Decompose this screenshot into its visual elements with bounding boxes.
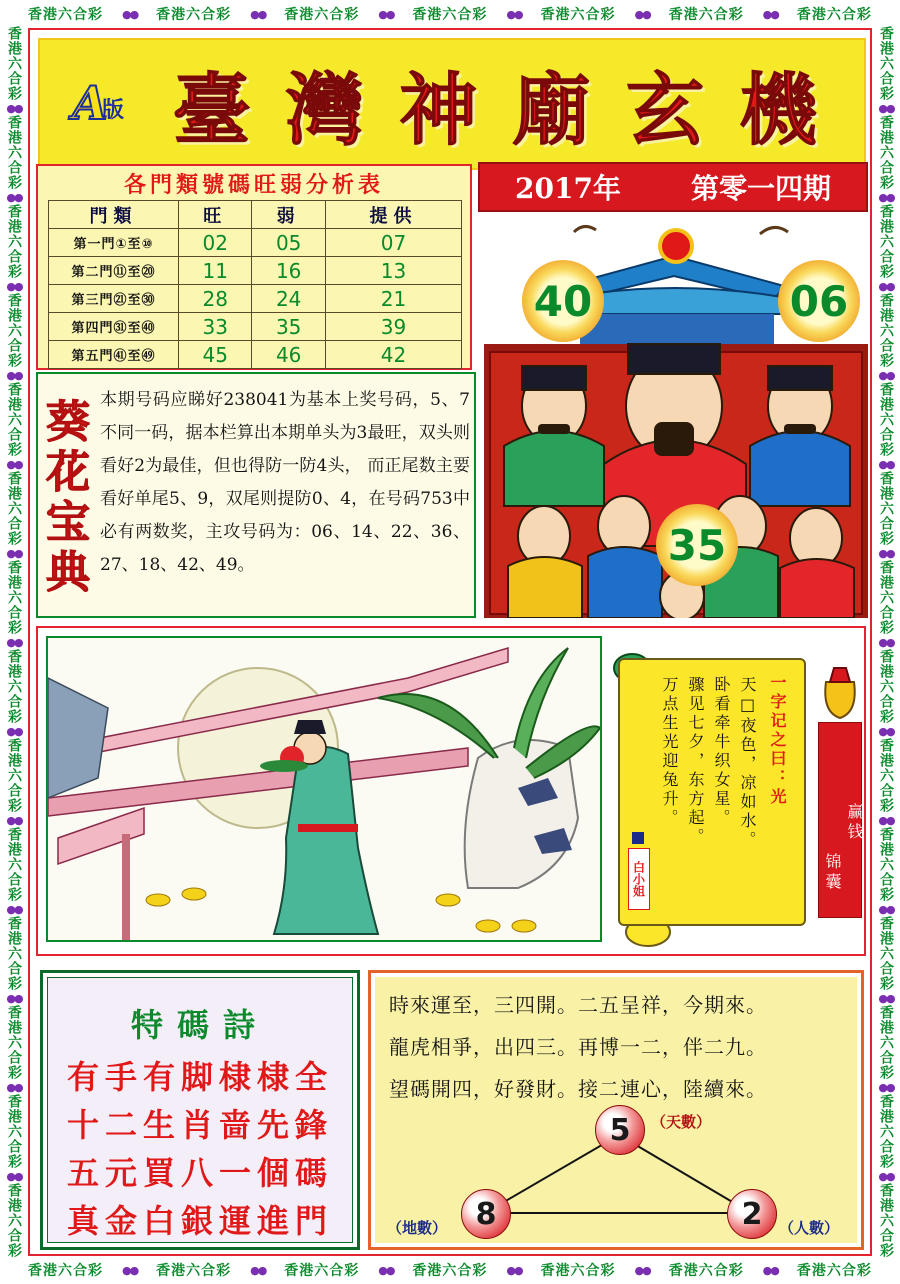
title-char: 神 (399, 65, 478, 156)
di-number: 8 (461, 1189, 511, 1239)
border-separator-icon: ●● (634, 1263, 650, 1277)
border-separator-icon: ●● (6, 279, 22, 293)
left-border-strip (1, 26, 27, 1258)
column-header: 門類 (49, 201, 179, 229)
lucky-number-ball: 06 (778, 260, 860, 342)
issue-period: 第零一四期 (690, 172, 831, 205)
border-word: 香港六合彩 (878, 293, 894, 368)
border-word: 香港六合彩 (878, 738, 894, 813)
top-border-strip (28, 2, 872, 26)
jinnang-tag (816, 662, 864, 918)
border-word: 香港六合彩 (6, 738, 22, 813)
border-separator-icon: ●● (6, 813, 22, 827)
jinnang-label: 锦囊 (823, 853, 842, 893)
scholar-artwork (48, 638, 600, 940)
border-word: 香港六合彩 (6, 471, 22, 546)
border-word: 香港六合彩 (6, 827, 22, 902)
border-separator-icon: ●● (250, 1263, 266, 1277)
border-word: 香港六合彩 (6, 1183, 22, 1258)
kuihua-title-char: 典 (46, 547, 90, 598)
scene-panel (36, 626, 866, 956)
border-word: 香港六合彩 (796, 7, 872, 23)
cell-wang: 45 (179, 341, 252, 369)
newspaper-page (28, 28, 872, 1256)
border-word: 香港六合彩 (878, 1094, 894, 1169)
border-word: 香港六合彩 (412, 7, 488, 23)
signature-marker (632, 832, 644, 844)
special-code-poem-panel (40, 970, 360, 1250)
row-label: 第五門㊶至㊾ (49, 341, 179, 369)
border-separator-icon: ●● (506, 7, 522, 21)
border-word: 香港六合彩 (540, 7, 616, 23)
issue-year: 2017年 (515, 172, 621, 205)
border-separator-icon: ●● (6, 635, 22, 649)
edition-letter: A (72, 76, 108, 130)
kuihua-title (44, 398, 92, 598)
border-separator-icon: ●● (878, 368, 894, 382)
jinnang-label: 赢钱 (845, 803, 864, 843)
lucky-number-ball: 40 (522, 260, 604, 342)
cell-ruo: 24 (252, 285, 325, 313)
table-row (49, 229, 462, 257)
title-banner (38, 38, 866, 170)
border-word: 香港六合彩 (6, 382, 22, 457)
column-header: 弱 (252, 201, 325, 229)
border-separator-icon: ●● (762, 1263, 778, 1277)
border-separator-icon: ●● (878, 546, 894, 560)
border-separator-icon: ●● (878, 190, 894, 204)
border-separator-icon: ●● (878, 457, 894, 471)
title-char: 臺 (172, 65, 251, 156)
tian-number: 5 (595, 1105, 645, 1155)
border-word: 香港六合彩 (878, 560, 894, 635)
bottom-border-strip (28, 1258, 872, 1282)
issue-banner (478, 162, 868, 212)
cell-ruo: 35 (252, 313, 325, 341)
kuihua-title-char: 宝 (46, 497, 90, 548)
verse-line: 時來運至，三四開。二五呈祥，今期來。 (389, 993, 767, 1017)
border-separator-icon: ●● (878, 101, 894, 115)
cell-ruo: 05 (252, 229, 325, 257)
border-word: 香港六合彩 (878, 1005, 894, 1080)
ren-label: （人數） (779, 1219, 840, 1237)
scroll-paper (618, 658, 806, 926)
cell-ruo: 46 (252, 341, 325, 369)
border-word: 香港六合彩 (6, 916, 22, 991)
border-word: 香港六合彩 (6, 1094, 22, 1169)
row-label: 第二門⑪至⑳ (49, 257, 179, 285)
border-separator-icon: ●● (6, 101, 22, 115)
table-row (49, 285, 462, 313)
analysis-table-panel (36, 164, 472, 370)
border-separator-icon: ●● (6, 991, 22, 1005)
title-char: 玄 (625, 65, 704, 156)
scroll-line: 万点生光迎兔升。 (660, 676, 679, 828)
cell-tigong: 42 (325, 341, 461, 369)
cell-wang: 28 (179, 285, 252, 313)
border-word: 香港六合彩 (156, 1263, 232, 1279)
border-separator-icon: ●● (878, 1169, 894, 1183)
table-row (49, 313, 462, 341)
lucky-number-ball: 35 (656, 504, 738, 586)
verse-line: 龍虎相爭，出四三。再博一二，伴二九。 (389, 1035, 767, 1059)
cell-tigong: 13 (325, 257, 461, 285)
border-separator-icon: ●● (6, 190, 22, 204)
border-separator-icon: ●● (878, 902, 894, 916)
border-separator-icon: ●● (878, 991, 894, 1005)
analysis-table (48, 200, 462, 369)
cell-tigong: 21 (325, 285, 461, 313)
border-separator-icon: ●● (506, 1263, 522, 1277)
column-header: 旺 (179, 201, 252, 229)
cell-wang: 02 (179, 229, 252, 257)
border-separator-icon: ●● (6, 1169, 22, 1183)
border-word: 香港六合彩 (6, 204, 22, 279)
money-bag-icon (818, 662, 862, 720)
table-header-row (49, 201, 462, 229)
scroll-heading: 一字记之曰：光 (768, 674, 787, 807)
scroll-line: 天□夜色，凉如水。 (738, 676, 757, 850)
verse-inner (375, 977, 857, 1243)
right-border-strip (873, 26, 899, 1258)
border-separator-icon: ●● (6, 902, 22, 916)
table-row (49, 341, 462, 369)
cell-wang: 11 (179, 257, 252, 285)
kuihua-paragraph: 本期号码应睇好238041为基本上奖号码，5、7不同一码，据本栏算出本期单头为3最旺，双头则看好2为最佳，但也得防一防4头， 而正尾数主要看好单尾5、9，双尾则提防0、4，在号码753中必有两数奖，主攻号码为：06、14、22、36、27、18、42、49。 (100, 390, 470, 575)
scene-illustration (46, 636, 602, 942)
row-label: 第一門①至⑩ (49, 229, 179, 257)
border-word: 香港六合彩 (878, 382, 894, 457)
border-word: 香港六合彩 (878, 471, 894, 546)
title-char: 灣 (285, 65, 364, 156)
border-word: 香港六合彩 (156, 7, 232, 23)
poem-line: 真金白銀運進門 (66, 1202, 333, 1240)
border-word: 香港六合彩 (412, 1263, 488, 1279)
border-word: 香港六合彩 (6, 293, 22, 368)
border-separator-icon: ●● (378, 1263, 394, 1277)
border-word: 香港六合彩 (28, 1263, 103, 1279)
border-word: 香港六合彩 (878, 649, 894, 724)
border-word: 香港六合彩 (540, 1263, 616, 1279)
cell-tigong: 39 (325, 313, 461, 341)
column-header: 提供 (325, 201, 461, 229)
di-label: （地數） (387, 1219, 448, 1237)
cell-ruo: 16 (252, 257, 325, 285)
border-word: 香港六合彩 (668, 1263, 744, 1279)
border-word: 香港六合彩 (878, 827, 894, 902)
border-separator-icon: ●● (6, 546, 22, 560)
border-word: 香港六合彩 (6, 560, 22, 635)
border-separator-icon: ●● (250, 7, 266, 21)
border-word: 香港六合彩 (6, 26, 22, 101)
jinnang-banner (818, 722, 862, 918)
border-word: 香港六合彩 (284, 1263, 360, 1279)
scroll-line: 卧看牵牛织女星。 (712, 676, 731, 828)
border-separator-icon: ●● (121, 1263, 138, 1277)
border-separator-icon: ●● (878, 813, 894, 827)
kuihua-panel (36, 372, 476, 618)
ren-number: 2 (727, 1189, 777, 1239)
poem-scroll (608, 648, 814, 948)
tian-label: （天數） (651, 1113, 712, 1131)
border-word: 香港六合彩 (6, 1005, 22, 1080)
kuihua-title-char: 花 (46, 447, 90, 498)
border-separator-icon: ●● (634, 7, 650, 21)
row-label: 第四門㉛至㊵ (49, 313, 179, 341)
poem-inner (47, 977, 353, 1243)
border-word: 香港六合彩 (878, 26, 894, 101)
poem-line: 有手有脚棣棣全 (66, 1058, 333, 1096)
scroll-line: 骤见七夕，东方起。 (686, 676, 705, 847)
border-separator-icon: ●● (6, 724, 22, 738)
border-separator-icon: ●● (378, 7, 394, 21)
table-row (49, 257, 462, 285)
title-char: 廟 (512, 65, 591, 156)
border-word: 香港六合彩 (878, 115, 894, 190)
border-separator-icon: ●● (6, 1080, 22, 1094)
border-separator-icon: ●● (878, 279, 894, 293)
edition-badge (54, 68, 142, 138)
border-separator-icon: ●● (6, 457, 22, 471)
poem-line: 十二生肖啬先鋒 (66, 1106, 333, 1144)
cell-wang: 33 (179, 313, 252, 341)
border-separator-icon: ●● (878, 724, 894, 738)
border-word: 香港六合彩 (284, 7, 360, 23)
border-word: 香港六合彩 (28, 7, 103, 23)
border-word: 香港六合彩 (878, 1183, 894, 1258)
poem-title: 特碼詩 (130, 1006, 269, 1044)
border-word: 香港六合彩 (878, 916, 894, 991)
border-word: 香港六合彩 (878, 204, 894, 279)
border-separator-icon: ●● (121, 7, 138, 21)
verse-panel (368, 970, 864, 1250)
border-word: 香港六合彩 (668, 7, 744, 23)
border-separator-icon: ●● (878, 1080, 894, 1094)
border-separator-icon: ●● (878, 635, 894, 649)
scroll-signature: 白小姐 (628, 848, 650, 910)
kuihua-title-char: 葵 (46, 397, 90, 448)
border-word: 香港六合彩 (796, 1263, 872, 1279)
cell-tigong: 07 (325, 229, 461, 257)
analysis-table-title: 各門類號碼旺弱分析表 (123, 173, 384, 198)
page-title (155, 54, 835, 154)
row-label: 第三門㉑至㉚ (49, 285, 179, 313)
border-separator-icon: ●● (6, 368, 22, 382)
border-word: 香港六合彩 (6, 115, 22, 190)
border-word: 香港六合彩 (6, 649, 22, 724)
title-char: 機 (739, 65, 818, 156)
verse-line: 望碼開四，好發財。接二連心，陸續來。 (389, 1077, 767, 1101)
temple-illustration (484, 216, 868, 618)
edition-suffix: 版 (101, 97, 124, 123)
border-separator-icon: ●● (762, 7, 778, 21)
poem-line: 五元買八一個碼 (66, 1154, 333, 1192)
